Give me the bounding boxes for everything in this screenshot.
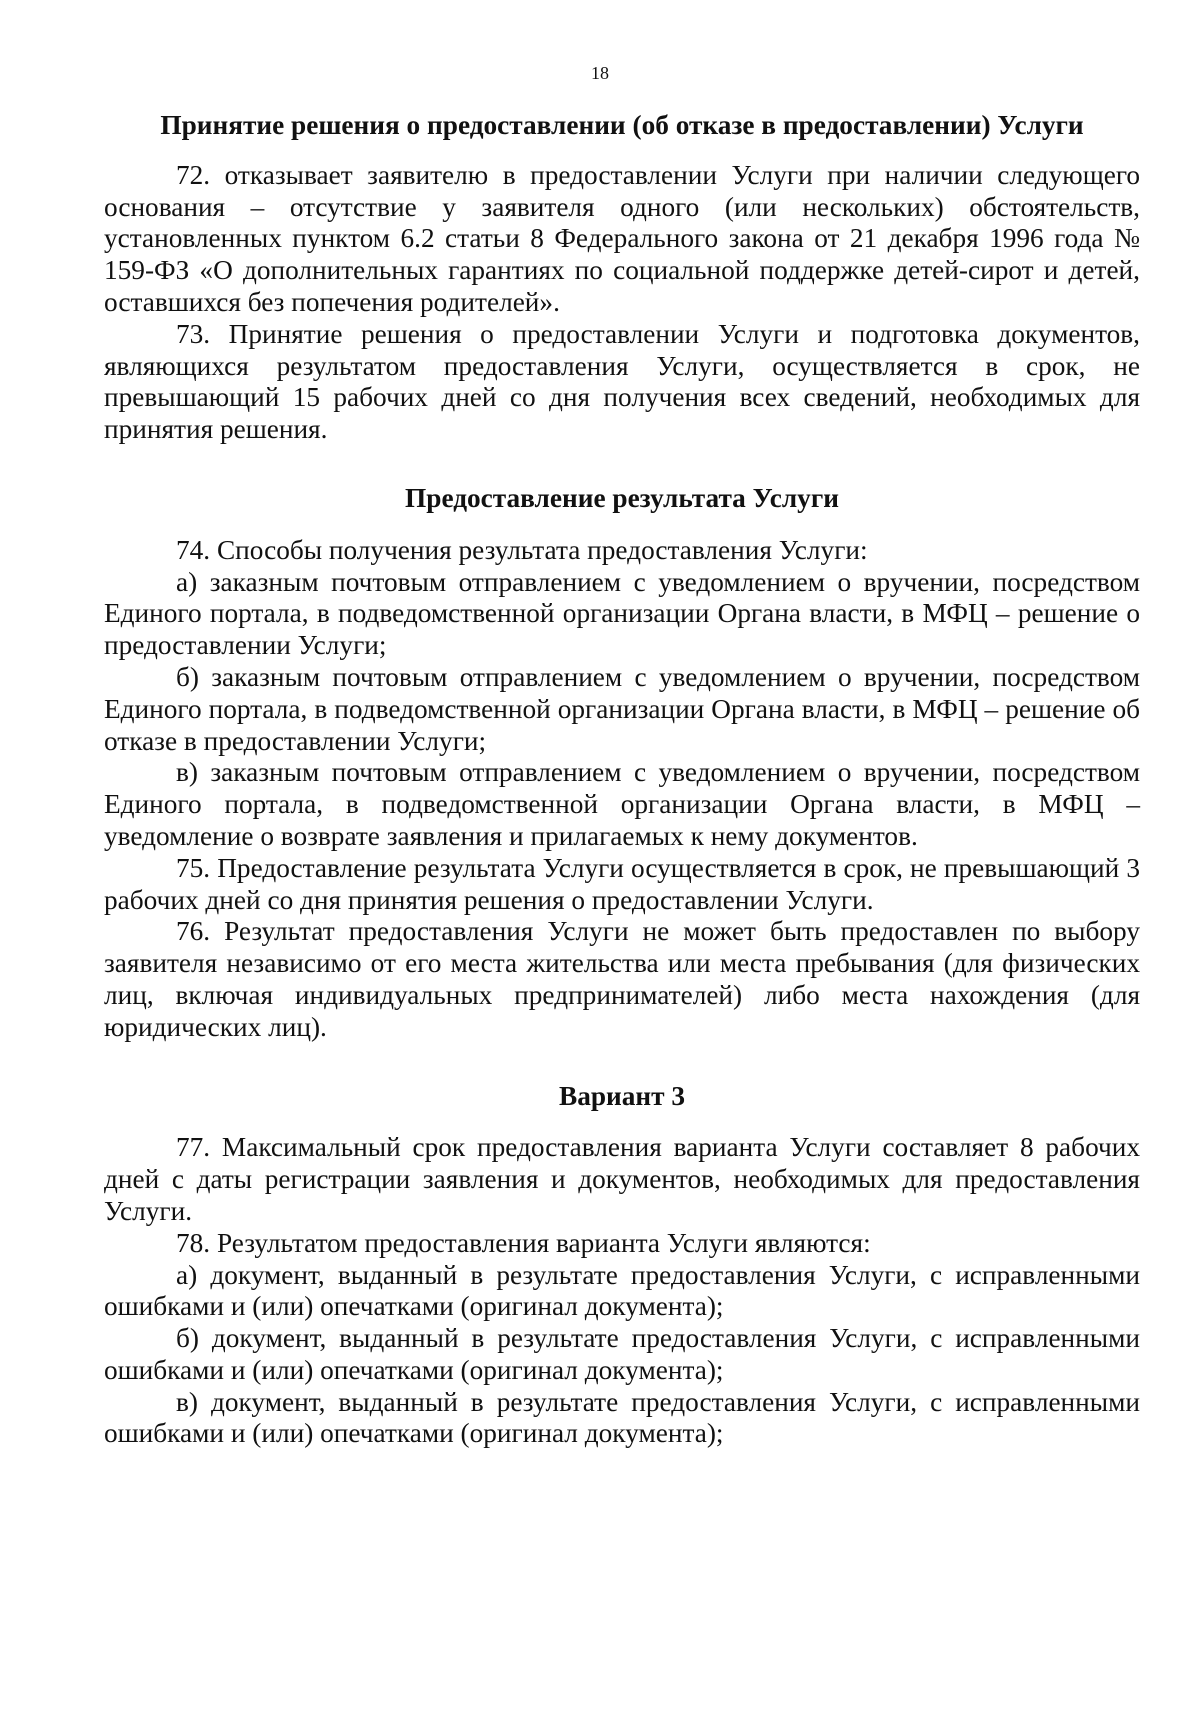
document-body	[104, 110, 1140, 1450]
paragraph-77: 77. Максимальный срок предоставления варианта Услуги составляет 8 рабочих дней с даты регистрации заявления и документов, необходимых для предоставления Услуги.	[104, 1132, 1140, 1226]
paragraph-74b: б) заказным почтовым отправлением с уведомлением о вручении, посредством Единого портала, в подведомственной организации Органа власти, в МФЦ – решение об отказе в предоставлении Услуги;	[104, 661, 1140, 756]
paragraph-78b: б) документ, выданный в результате предоставления Услуги, с исправленными ошибками и (или) опечатками (оригинал документа);	[104, 1323, 1140, 1385]
paragraph-76: 76. Результат предоставления Услуги не может быть предоставлен по выбору заявителя независимо от его места жительства или места пребывания (для физических лиц, включая индивидуальных предпринимателей) либо места нахождения (для юридических лиц).	[104, 916, 1140, 1042]
section-heading-result: Предоставление результата Услуги	[405, 482, 839, 513]
paragraph-78a: а) документ, выданный в результате предоставления Услуги, с исправленными ошибками и (или) опечатками (оригинал документа);	[104, 1259, 1140, 1322]
paragraph-78: 78. Результатом предоставления варианта Услуги являются:	[176, 1227, 871, 1258]
paragraph-74a: а) заказным почтовым отправлением с уведомлением о вручении, посредством Единого портала, в подведомственной организации Органа власти, в МФЦ – решение о предоставлении Услуги;	[104, 566, 1140, 661]
paragraph-73: 73. Принятие решения о предоставлении Услуги и подготовка документов, являющихся результатом предоставления Услуги, осуществляется в срок, не превышающий 15 рабочих дней со дня получения всех сведений, необходимых для принятия решения.	[104, 318, 1140, 445]
paragraph-74c: в) заказным почтовым отправлением с уведомлением о вручении, посредством Единого портала, в подведомственной организации Органа власти, в МФЦ – уведомление о возврате заявления и прилагаемых к нему документов.	[104, 757, 1140, 851]
paragraph-72: 72. отказывает заявителю в предоставлении Услуги при наличии следующего основания – отсутствие у заявителя одного (или нескольких) обстоятельств, установленных пунктом 6.2 статьи 8 Федерального закона от 21 декабря 1996 года № 159-ФЗ «О дополнительных гарантиях по социальной поддержке детей-сирот и детей, оставшихся без попечения родителей».	[104, 159, 1140, 317]
paragraph-74: 74. Способы получения результата предоставления Услуги:	[176, 534, 868, 565]
paragraph-75: 75. Предоставление результата Услуги осуществляется в срок, не превышающий 3 рабочих дней со дня принятия решения о предоставлении Услуги.	[104, 852, 1140, 915]
section-heading-variant-3: Вариант 3	[558, 1080, 686, 1111]
section-heading-decision: Принятие решения о предоставлении (об отказе в предоставлении) Услуги	[160, 110, 1084, 140]
page-number: 18	[591, 63, 609, 83]
paragraph-78c: в) документ, выданный в результате предоставления Услуги, с исправленными ошибками и (или) опечатками (оригинал документа);	[104, 1386, 1140, 1449]
